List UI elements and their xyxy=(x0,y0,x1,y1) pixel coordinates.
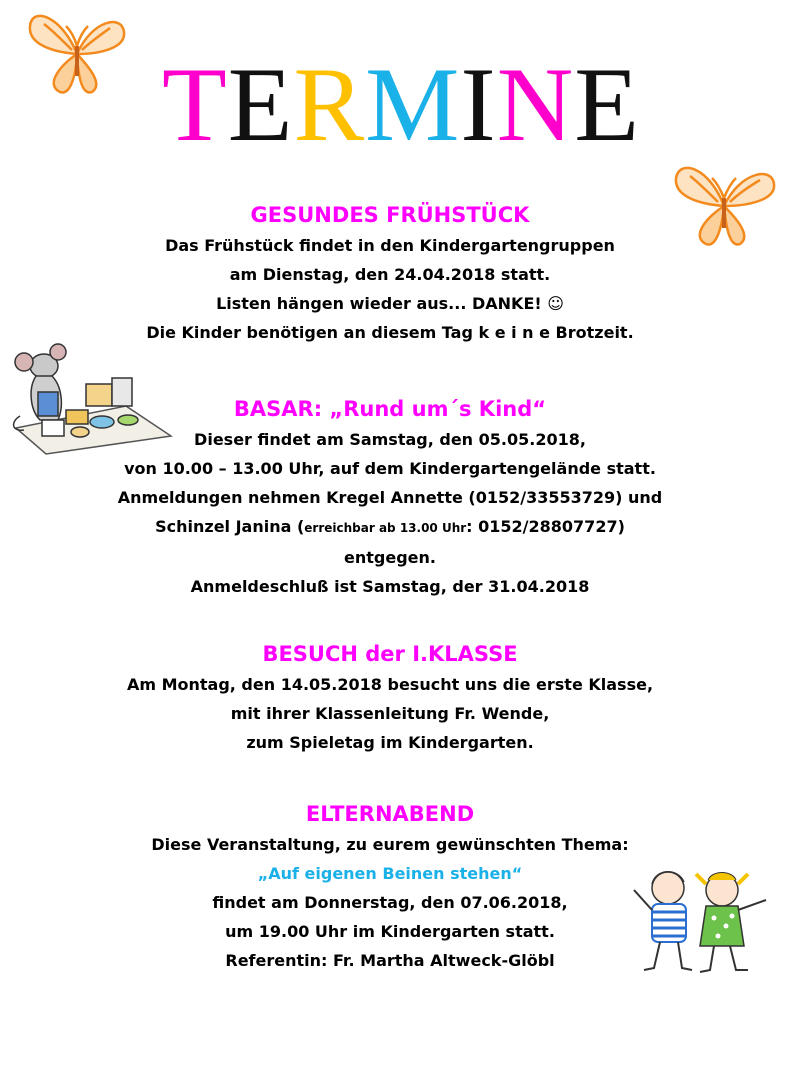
text-line: findet am Donnerstag, den 07.06.2018, xyxy=(212,893,568,912)
title-letter: E xyxy=(574,46,641,163)
section-basar xyxy=(60,397,720,601)
text-line: Am Montag, den 14.05.2018 besucht uns die erste Klasse, xyxy=(126,675,654,694)
text-line xyxy=(60,512,720,543)
text-line: am Dienstag, den 24.04.2018 statt. xyxy=(229,265,551,284)
section-heading: BESUCH der I.KLASSE xyxy=(262,642,518,666)
text-line: um 19.00 Uhr im Kindergarten statt. xyxy=(225,922,555,941)
text-line: Listen hängen wieder aus... DANKE! ☺ xyxy=(216,294,564,313)
text-line: Das Frühstück findet in den Kindergartengruppen xyxy=(165,236,615,255)
section-heading: GESUNDES FRÜHSTÜCK xyxy=(250,203,530,227)
text-segment-small: erreichbar ab 13.00 Uhr xyxy=(304,521,467,535)
page-title xyxy=(0,46,802,163)
topic-quote: „Auf eigenen Beinen stehen“ xyxy=(257,864,523,883)
section-klasse xyxy=(60,642,720,757)
section-elternabend xyxy=(60,802,720,975)
text-line: mit ihrer Klassenleitung Fr. Wende, xyxy=(230,704,550,723)
text-line: Diese Veranstaltung, zu eurem gewünschten Thema: xyxy=(151,835,629,854)
text-line: Anmeldeschluß ist Samstag, der 31.04.2018 xyxy=(190,577,590,596)
title-letter: T xyxy=(161,46,228,163)
text-line: Anmeldungen nehmen Kregel Annette (0152/33553729) und xyxy=(117,488,663,507)
title-letter: M xyxy=(365,46,461,163)
title-letter: E xyxy=(227,46,294,163)
section-fruehstueck xyxy=(60,203,720,347)
title-letter: R xyxy=(293,46,366,163)
text-line: Referentin: Fr. Martha Altweck-Glöbl xyxy=(225,951,555,970)
text-segment: : 0152/28807727) xyxy=(466,517,625,536)
text-line: Die Kinder benötigen an diesem Tag k e i n e Brotzeit. xyxy=(146,323,634,342)
text-line: zum Spieletag im Kindergarten. xyxy=(246,733,534,752)
text-line: von 10.00 – 13.00 Uhr, auf dem Kindergartengelände statt. xyxy=(124,459,656,478)
section-heading: ELTERNABEND xyxy=(305,802,475,826)
title-letter: I xyxy=(460,46,497,163)
text-line: entgegen. xyxy=(344,548,436,567)
title-letter: N xyxy=(496,46,575,163)
text-line: Dieser findet am Samstag, den 05.05.2018, xyxy=(194,430,586,449)
text-segment: Schinzel Janina ( xyxy=(155,517,305,536)
section-heading: BASAR: „Rund um´s Kind“ xyxy=(233,397,547,421)
